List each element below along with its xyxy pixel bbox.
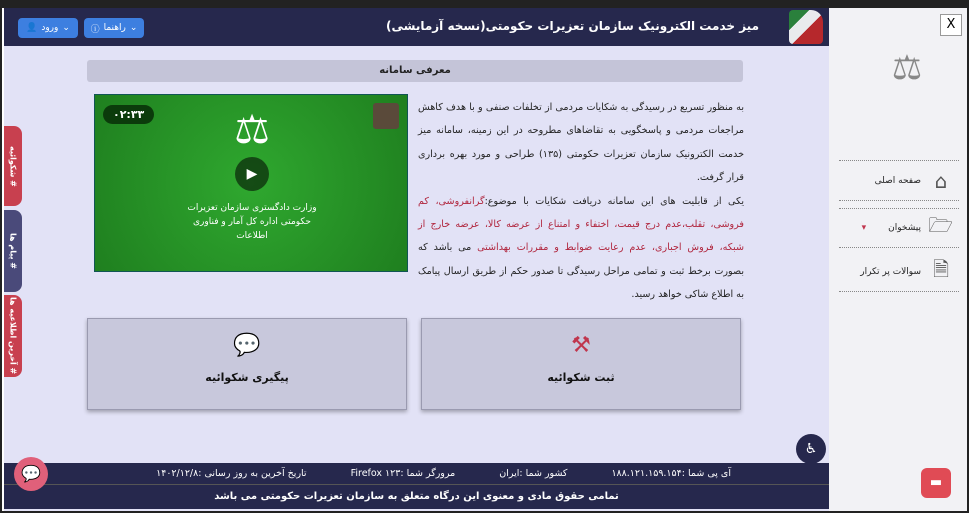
sidebar [829, 8, 967, 511]
folder-icon: 🗁 [928, 213, 953, 237]
chevron-down-icon: ⌄ [129, 23, 138, 33]
faq-label: سوالات پر تکرار [860, 266, 921, 277]
page-title: میز خدمت الکترونیک سازمان تعزیرات حکومتی(نسخه آزمایشی) [385, 19, 759, 33]
user-icon: 👤 [26, 23, 38, 33]
section-title: معرفی سامانه [87, 60, 743, 82]
video-time: ۰۲:۳۳ [103, 105, 154, 124]
side-tab-complaint[interactable]: # شکوائیه [4, 126, 22, 206]
track-complaint-card[interactable] [87, 318, 407, 410]
main-area [4, 8, 829, 511]
question-icon: ⓘ [90, 24, 100, 35]
intro-text [418, 96, 744, 307]
iran-flag-logo [789, 10, 823, 44]
header [4, 8, 829, 46]
sidebar-item-home[interactable] [839, 161, 959, 201]
update-date-text: تاریخ آخرین به روز رسانی :۱۴۰۲/۱۲/۸ [156, 468, 307, 479]
dashboard-label: پیشخوان [888, 223, 921, 233]
sidebar-item-faq[interactable] [839, 252, 959, 292]
play-button[interactable]: ▶ [235, 157, 269, 191]
chat-button[interactable]: 💬 [14, 457, 48, 491]
help-button[interactable] [84, 18, 144, 38]
sidebar-item-dashboard[interactable] [839, 208, 959, 248]
intro-p2-end: می باشد که بصورت برخط ثبت و تمامی مراحل رسیدگی تا صدور حکم از طریق ارسال پیامک به اطلاع شاکی خواهد رسید. [418, 242, 744, 301]
channel-avatar [373, 103, 399, 129]
side-tab-messages[interactable]: # پیام ها [4, 210, 22, 292]
home-icon: ⌂ [934, 168, 948, 193]
country-text: کشور شما :ایران [499, 468, 568, 479]
home-label: صفحه اصلی [874, 175, 921, 186]
video-player[interactable] [94, 94, 408, 272]
footer-info [4, 463, 829, 485]
judiciary-emblem: وزارت دادگستری سازمان تعزیرات حکومتی اداره کل آمار و فناوری اطلاعات [187, 203, 317, 241]
accessibility-button[interactable]: ♿ [796, 434, 826, 464]
judiciary-emblem-icon: ⚖ [234, 107, 270, 153]
document-icon: 🗎 [932, 256, 950, 281]
ministry-logo: ⚖ [891, 48, 923, 88]
gavel-icon: ⚒ [571, 333, 591, 358]
copyright: تمامی حقوق مادی و معنوی این درگاه متعلق به سازمان تعزیرات حکومتی می باشد [4, 485, 829, 509]
track-complaint-label: پیگیری شکوائیه [205, 371, 289, 384]
close-button[interactable]: X [940, 14, 962, 36]
login-button[interactable] [18, 18, 78, 38]
login-label: ورود [41, 23, 59, 33]
intro-p2-start: یکی از قابلیت های این سامانه دریافت شکایات با موضوع: [484, 195, 745, 207]
complaint-topics: گرانفروشی، کم فروشی، تقلب،عدم درج قیمت، اختفاء و امتناع از عرضه کالا، عرضه خارج از شبکه، فروش اجباری، عدم رعایت ضوابط و مقررات بهداشتی [418, 195, 744, 254]
browser-text: مرورگر شما :Firefox ۱۲۳ [350, 468, 456, 479]
caret-down-icon: ▾ [861, 223, 867, 233]
ip-text: آی پی شما :۱۸۸.۱۲۱.۱۵۹.۱۵۴ [611, 468, 731, 479]
intro-paragraph-1: به منظور تسریع در رسیدگی به شکایات مردمی از تخلفات صنفی و با هدف کاهش مراجعات مردمی و پاسخگویی به تقاضاهای مطروحه در این زمینه، سامانه میز خدمت الکترونیک سازمان تعزیرات حکومتی (۱۳۵) طراحی و مورد بهره برداری قرار گرفت. [418, 102, 744, 184]
chat-alert-icon: 💬 [233, 333, 261, 358]
chevron-down-icon: ⌄ [62, 23, 70, 33]
side-tab-announcements[interactable]: # آخرین اطلاعیه ها [4, 295, 22, 377]
register-complaint-label: ثبت شکوائیه [547, 371, 615, 384]
message-button[interactable]: ▬ [921, 468, 951, 498]
help-label: راهنما [103, 23, 126, 33]
intro-paragraph-2 [418, 190, 744, 307]
register-complaint-card[interactable] [421, 318, 741, 410]
